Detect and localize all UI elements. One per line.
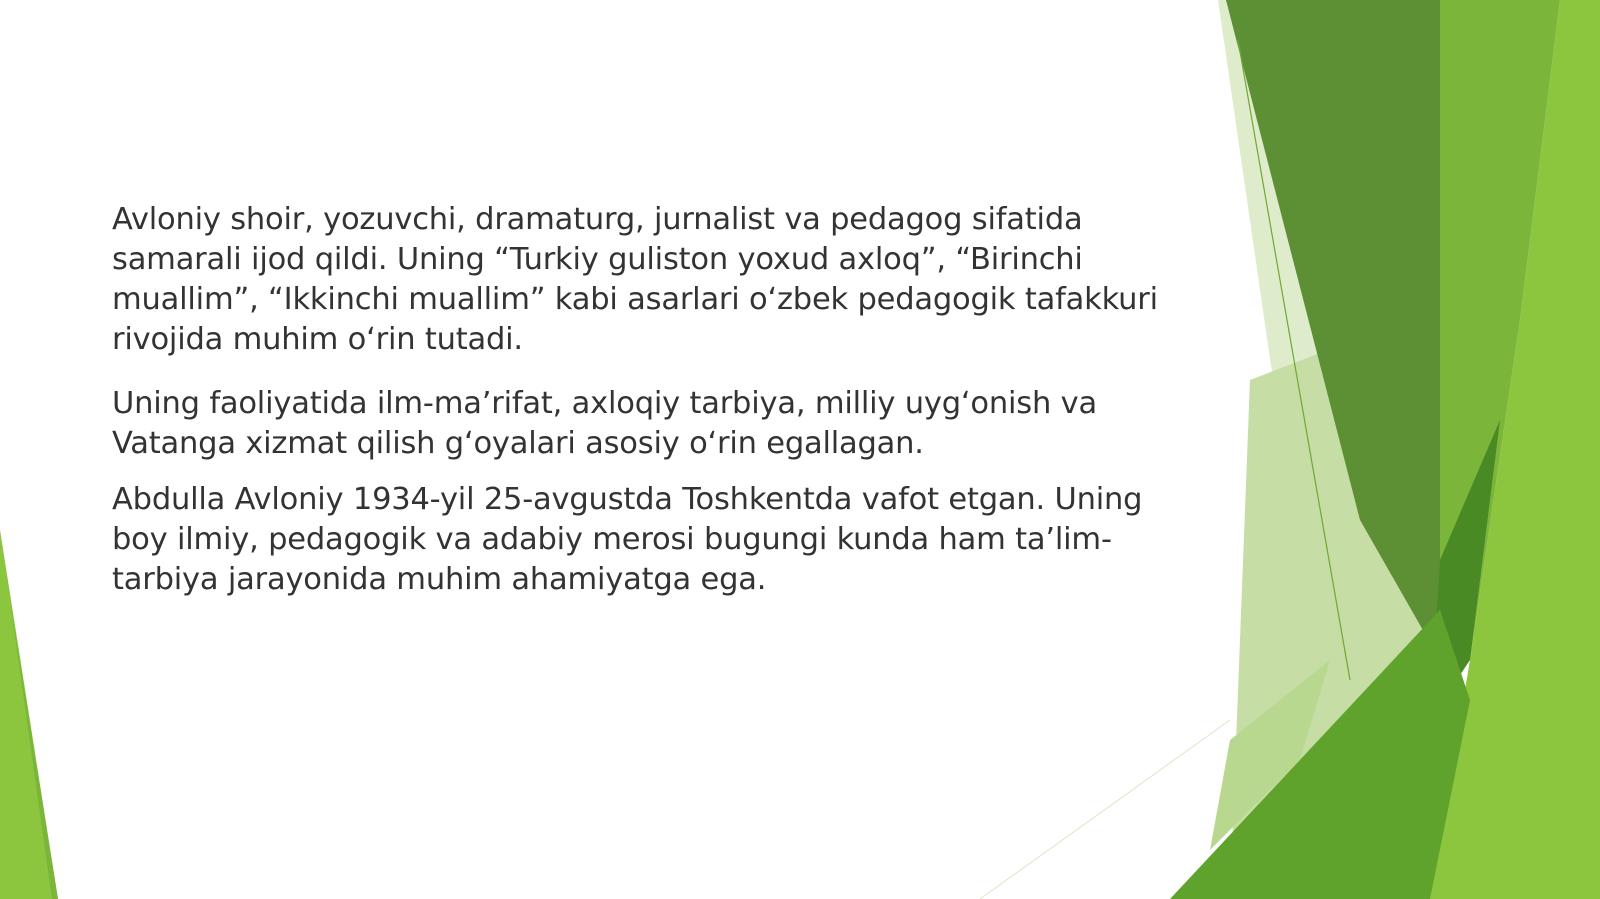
paragraph-1: Avloniy shoir, yozuvchi, dramaturg, jurnalist va pedagog sifatida samarali ijod qildi. Uning “Turkiy guliston yoxud axloq”, “Birinchi muallim”, “Ikkinchi muallim” kabi asarlari o‘zbek pedagogik tafakkuri rivojida muhim o‘rin tutadi. [112,202,1158,357]
slide-body [112,200,1202,600]
paragraph-3: Abdulla Avloniy 1934-yil 25-avgustda Toshkentda vafot etgan. Uning boy ilmiy, pedagogik va adabiy merosi bugungi kunda ham ta’lim-tarbiya jarayonida muhim ahamiyatga ega. [112,482,1143,597]
facet-thin-line-2 [980,720,1230,899]
paragraph-2: Uning faoliyatida ilm-ma’rifat, axloqiy tarbiya, milliy uyg‘onish va Vatanga xizmat qilish g‘oyalari asosiy o‘rin egallagan. [112,386,1097,461]
left-wedge [0,530,58,899]
